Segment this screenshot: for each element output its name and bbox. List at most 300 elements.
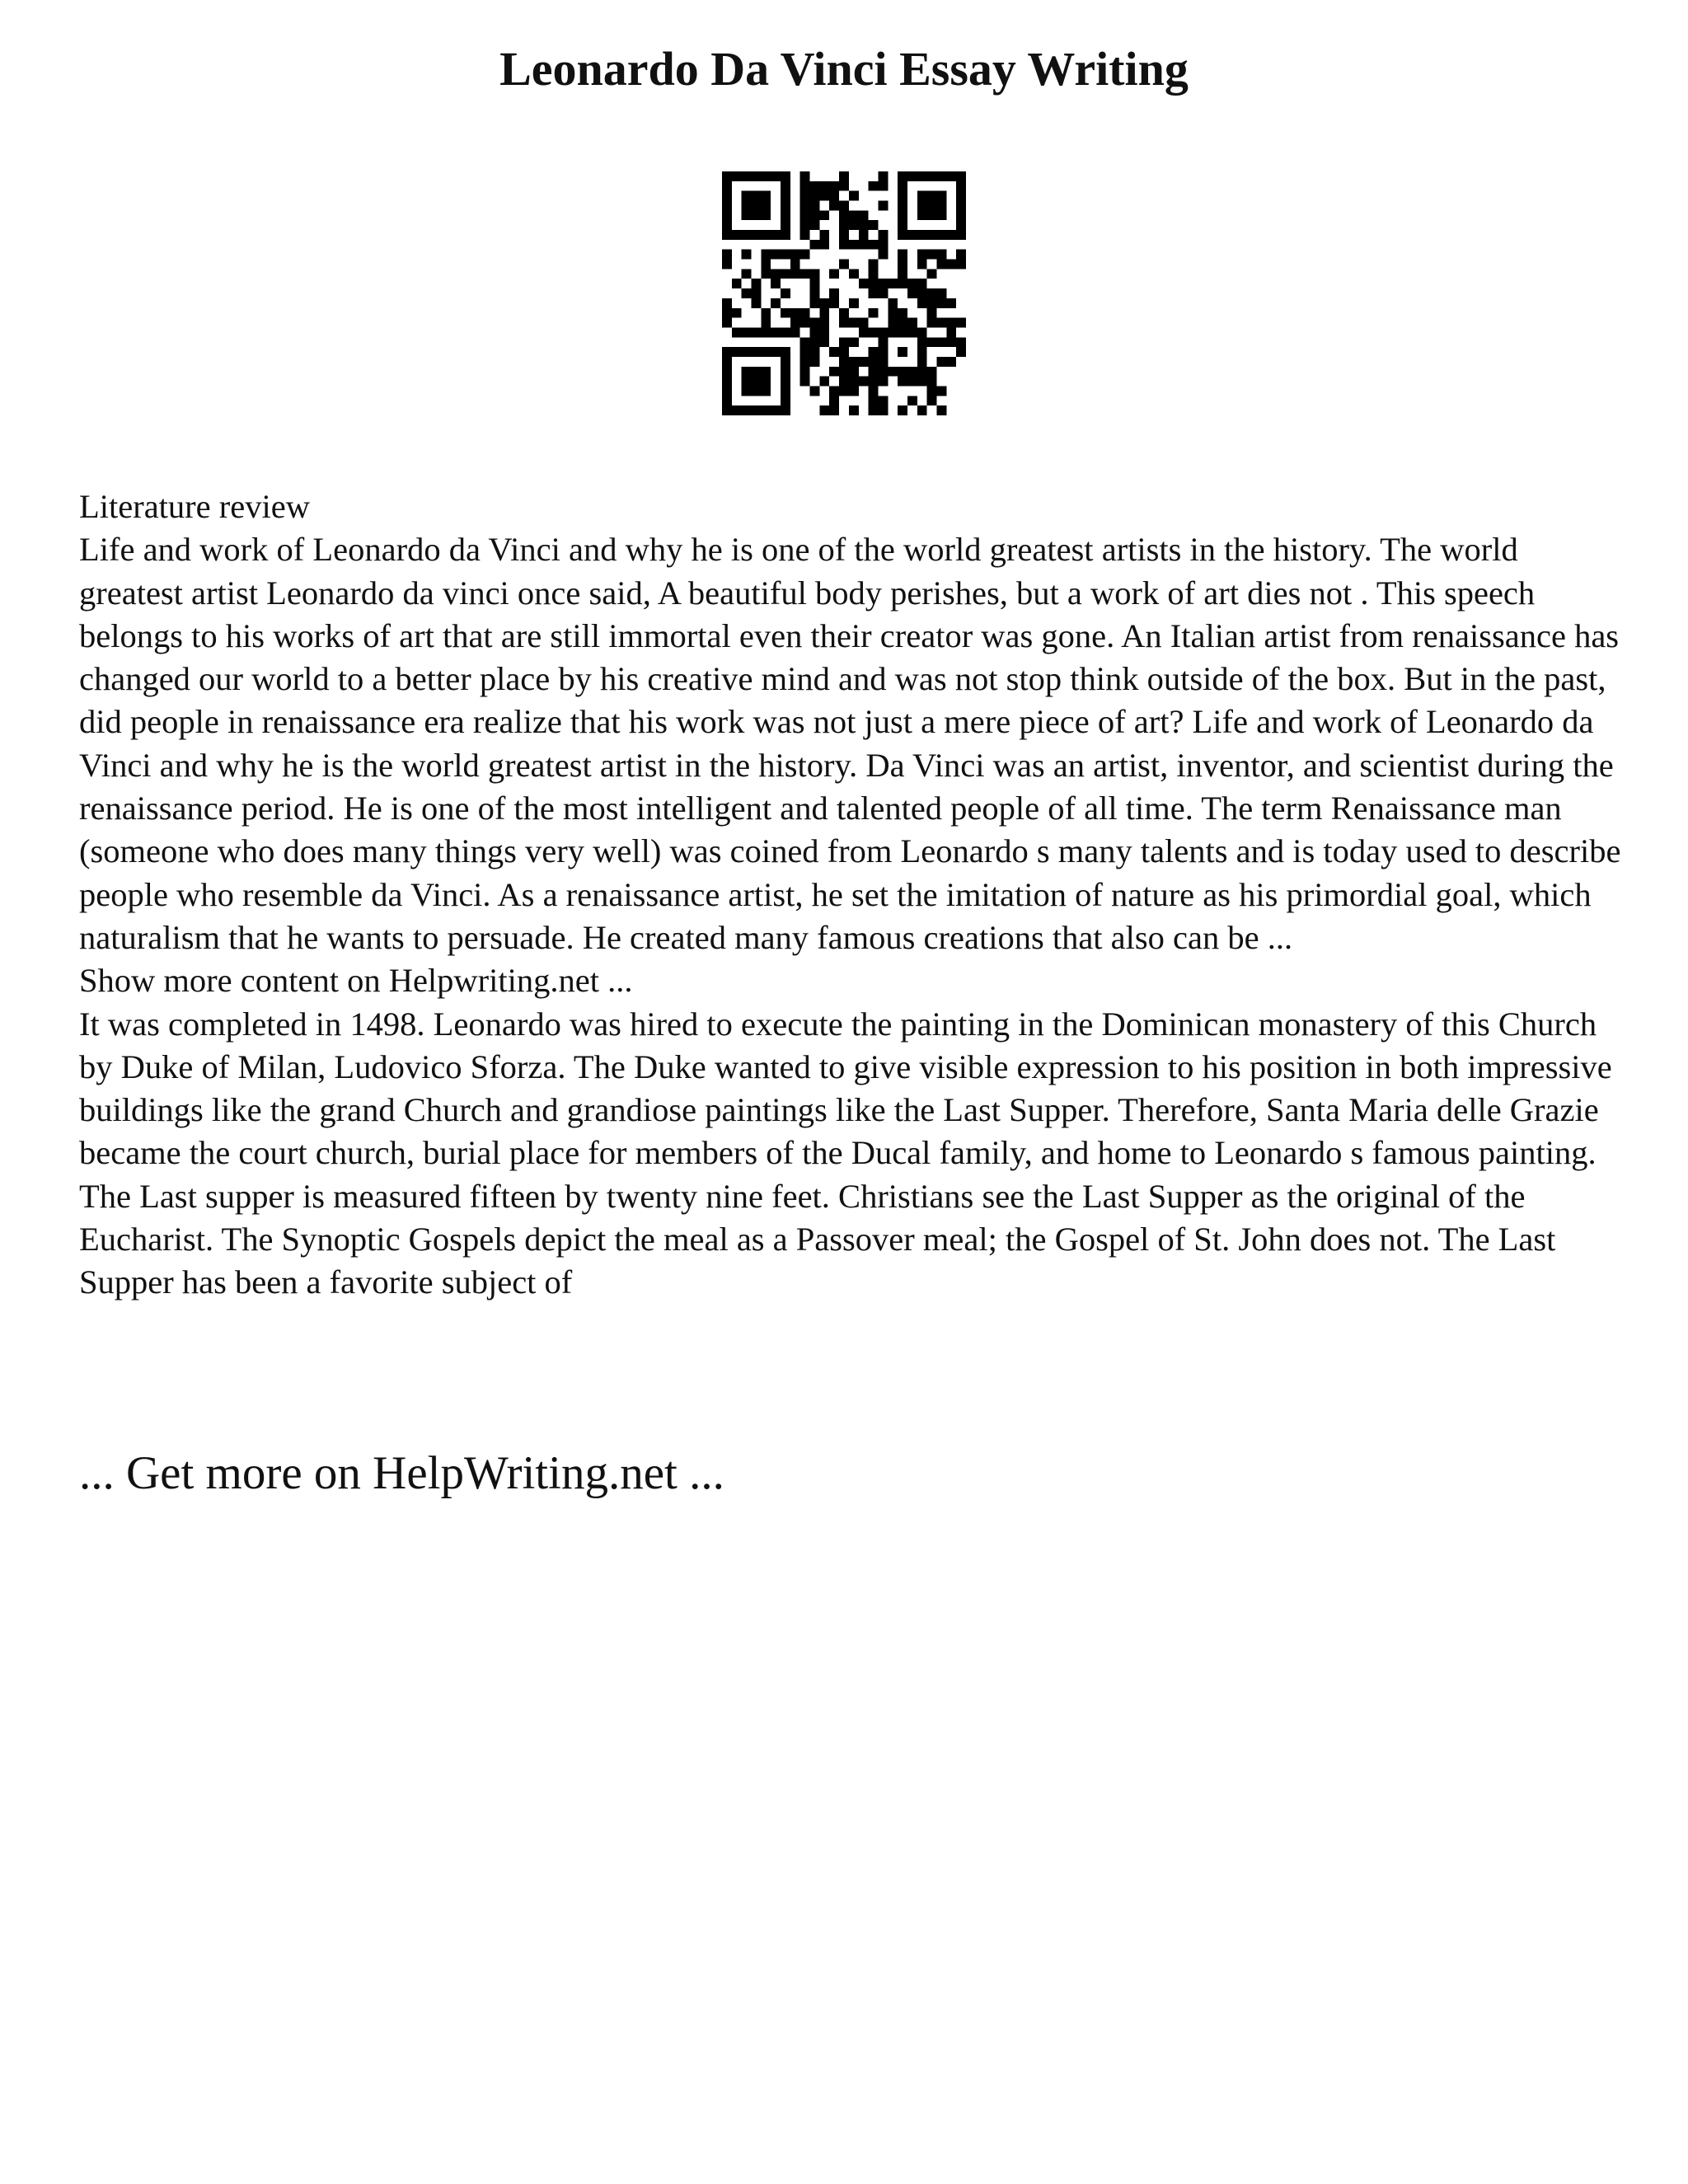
qr-module [859,327,869,337]
paragraph-1: Life and work of Leonardo da Vinci and why he is one of the world greatest artists in the history. The world greatest artist Leonardo da vinci once said, A beautiful body perishes, but a work of art dies not . This speech belongs to his works of art that are still immortal even their creator was gone. An Italian artist from renaissance has changed our world to a better place by his creative mind and was not stop think outside of the box. But in the past, did people in renaissance era realize that his work was not just a mere piece of art? Life and work of Leonardo da Vinci and why he is the world greatest artist in the history. Da Vinci was an artist, inventor, and scientist during the renaissance period. He is one of the most intelligent and talented people of all time. The term Renaissance man (someone who does many things very well) was coined from Leonardo s many talents and is today used to describe people who resemble da Vinci. As a renaissance artist, he set the imitation of nature as his primordial goal, which naturalism that he wants to persuade. He created many famous creations that also can be ... [79,531,1621,956]
qr-module [732,171,742,181]
qr-module [907,279,917,288]
qr-module [956,337,966,347]
qr-module [927,171,937,181]
qr-module [888,279,898,288]
qr-module [761,318,771,328]
qr-module [956,210,966,220]
qr-module [869,386,879,396]
qr-module [752,298,762,308]
qr-module [829,347,839,357]
qr-module [849,367,859,377]
qr-module [761,377,771,387]
qr-module [839,201,849,211]
qr-module [936,357,946,367]
qr-module [839,357,849,367]
qr-module [722,396,732,405]
qr-module [819,191,829,201]
qr-module [849,298,859,308]
qr-module [819,230,829,240]
qr-module [898,405,907,415]
qr-module [800,181,810,191]
qr-module [829,396,839,405]
qr-module [771,347,781,357]
qr-module [946,298,956,308]
qr-module [839,260,849,269]
qr-module [907,288,917,298]
qr-module [849,318,859,328]
qr-module [956,347,966,357]
qr-module [839,171,849,181]
qr-module [722,250,732,260]
qr-module [722,260,732,269]
qr-module [956,260,966,269]
qr-module [936,210,946,220]
qr-module [800,367,810,377]
qr-module [898,377,907,387]
qr-module [761,327,771,337]
qr-module [810,279,820,288]
qr-module [898,191,907,201]
qr-module [917,357,927,367]
qr-module [917,230,927,240]
qr-module [819,210,829,220]
qr-module [781,191,790,201]
qr-module [946,230,956,240]
qr-module [742,210,752,220]
qr-module [839,220,849,230]
qr-module [839,347,849,357]
qr-module [917,250,927,260]
qr-module [927,288,937,298]
qr-module [800,269,810,279]
qr-module [849,191,859,201]
qr-module [800,347,810,357]
qr-module [819,308,829,318]
qr-module [752,347,762,357]
qr-module [771,230,781,240]
get-more-link[interactable]: ... Get more on HelpWriting.net ... [79,1447,724,1499]
qr-module [917,367,927,377]
qr-module [917,347,927,357]
qr-module [907,377,917,387]
qr-module [761,308,771,318]
qr-module [761,347,771,357]
qr-module [800,337,810,347]
qr-module [878,279,888,288]
qr-module [810,240,820,250]
qr-module [917,288,927,298]
qr-module [898,260,907,269]
show-more-link[interactable]: Show more content on Helpwriting.net ... [79,962,633,1000]
qr-module [956,201,966,211]
qr-module [771,171,781,181]
qr-module [800,357,810,367]
qr-module [898,230,907,240]
qr-module [781,347,790,357]
qr-module [859,318,869,328]
qr-module [859,377,869,387]
qr-module [732,405,742,415]
qr-module [761,250,771,260]
qr-module [946,171,956,181]
qr-module [936,250,946,260]
qr-module [839,367,849,377]
qr-module [732,308,742,318]
qr-module [927,250,937,260]
qr-module [810,181,820,191]
qr-module [800,210,810,220]
qr-module [927,230,937,240]
qr-module [810,386,820,396]
qr-module [810,318,820,328]
qr-module [898,220,907,230]
qr-module [936,191,946,201]
qr-module [917,279,927,288]
qr-module [946,337,956,347]
qr-module [810,298,820,308]
qr-module [878,250,888,260]
qr-module [752,377,762,387]
qr-module [859,279,869,288]
qr-module [742,327,752,337]
qr-module [781,377,790,387]
qr-module [907,318,917,328]
qr-module [907,367,917,377]
qr-module [781,327,790,337]
qr-module [898,308,907,318]
qr-module [878,201,888,211]
qr-module [917,298,927,308]
qr-module [878,396,888,405]
qr-module [917,337,927,347]
qr-module [752,386,762,396]
qr-module [927,377,937,387]
qr-module [761,191,771,201]
qr-module [927,191,937,201]
qr-module [819,327,829,337]
qr-module [742,230,752,240]
qr-module [722,210,732,220]
qr-module [859,240,869,250]
qr-module [898,279,907,288]
qr-module [869,260,879,269]
qr-module [927,337,937,347]
qr-module [732,279,742,288]
qr-module [810,191,820,201]
qr-module [936,386,946,396]
qr-module [917,405,927,415]
qr-module [849,337,859,347]
qr-module [722,201,732,211]
qr-module [722,191,732,201]
qr-module [722,220,732,230]
qr-module [898,171,907,181]
qr-module [869,377,879,387]
qr-module [781,201,790,211]
qr-module [898,269,907,279]
qr-module [771,269,781,279]
qr-module [752,405,762,415]
qr-module [781,367,790,377]
qr-module [936,318,946,328]
qr-module [956,220,966,230]
qr-module [936,230,946,240]
qr-module [878,327,888,337]
qr-module [859,210,869,220]
qr-module [917,201,927,211]
section-heading: Literature review [79,488,310,525]
qr-module [722,308,732,318]
qr-module [869,405,879,415]
qr-module [722,367,732,377]
qr-module [790,318,800,328]
qr-module [819,240,829,250]
qr-module [761,405,771,415]
qr-module [761,171,771,181]
qr-module [810,288,820,298]
qr-module [781,288,790,298]
qr-module [859,220,869,230]
qr-module [800,230,810,240]
qr-module [898,201,907,211]
qr-module [956,171,966,181]
qr-module [839,386,849,396]
qr-module [781,396,790,405]
qr-module [771,327,781,337]
qr-module [927,298,937,308]
qr-module [839,377,849,387]
qr-module [819,181,829,191]
qr-module [869,357,879,367]
qr-module [810,210,820,220]
qr-module [800,191,810,201]
qr-module [732,327,742,337]
qr-module [829,288,839,298]
qr-module [839,318,849,328]
qr-module [781,181,790,191]
qr-module [878,357,888,367]
qr-module [878,367,888,377]
qr-module [936,171,946,181]
qr-module [742,367,752,377]
qr-module [927,386,937,396]
qr-module [888,308,898,318]
qr-module [829,269,839,279]
qr-module [781,230,790,240]
qr-module [781,250,790,260]
qr-module [781,210,790,220]
qr-module [742,377,752,387]
qr-module [761,210,771,220]
qr-module [878,288,888,298]
qr-module [761,386,771,396]
qr-module [917,260,927,269]
qr-module [752,201,762,211]
qr-module [849,269,859,279]
qr-module [878,377,888,387]
qr-module [810,269,820,279]
qr-module [742,269,752,279]
qr-module [752,367,762,377]
qr-module [898,210,907,220]
qr-module [810,337,820,347]
qr-module [752,279,762,288]
qr-module [907,396,917,405]
qr-module [956,181,966,191]
qr-module [869,396,879,405]
qr-module [742,191,752,201]
qr-module [790,327,800,337]
qr-module [898,250,907,260]
qr-module [917,171,927,181]
qr-module [742,201,752,211]
qr-module [917,210,927,220]
qr-module [752,230,762,240]
qr-module [732,230,742,240]
qr-module [761,230,771,240]
qr-module [771,405,781,415]
qr-module [810,357,820,367]
qr-module [819,298,829,308]
qr-module [907,327,917,337]
qr-module [722,405,732,415]
qr-module [810,327,820,337]
qr-module [849,386,859,396]
qr-module [742,171,752,181]
qr-module [946,318,956,328]
qr-module [722,347,732,357]
qr-module [898,181,907,191]
qr-module [800,201,810,211]
qr-module [878,240,888,250]
qr-module [927,201,937,211]
qr-module [829,367,839,377]
paragraph-2: It was completed in 1498. Leonardo was hired to execute the painting in the Dominican monastery of this Church by Duke of Milan, Ludovico Sforza. The Duke wanted to give visible expression to his position in both impressive buildings like the grand Church and grandiose paintings like the Last Supper. Therefore, Santa Maria delle Grazie became the court church, burial place for members of the Ducal family, and home to Leonardo s famous painting. The Last supper is measured fifteen by twenty nine feet. Christians see the Last Supper as the original of the Eucharist. The Synoptic Gospels depict the meal as a Passover meal; the Gospel of St. John does not. The Last Supper has been a favorite subject of [79,1005,1612,1301]
qr-module [771,279,781,288]
qr-module [790,269,800,279]
qr-module [849,405,859,415]
qr-module [869,220,879,230]
qr-module [839,240,849,250]
qr-module [878,405,888,415]
qr-module [927,318,937,328]
qr-module [742,288,752,298]
qr-module [742,347,752,357]
qr-module [869,367,879,377]
qr-module [917,191,927,201]
essay-body [79,485,1629,1305]
qr-module [781,308,790,318]
qr-module [722,298,732,308]
qr-module [722,357,732,367]
qr-module [859,357,869,367]
qr-module [907,171,917,181]
qr-module [722,171,732,181]
qr-module [898,318,907,328]
qr-module [810,347,820,357]
qr-module [742,250,752,260]
qr-module [800,171,810,181]
qr-module [927,396,937,405]
qr-module [839,337,849,347]
qr-module [819,318,829,328]
qr-module [917,377,927,387]
qr-module [781,269,790,279]
qr-module [810,201,820,211]
qr-module [771,298,781,308]
qr-module [761,269,771,279]
qr-module [936,288,946,298]
qr-module [800,318,810,328]
qr-module [898,347,907,357]
qr-module [839,210,849,220]
qr-module [800,250,810,260]
qr-module [781,220,790,230]
qr-code-icon [722,171,966,415]
qr-module [898,367,907,377]
qr-module [829,298,839,308]
qr-module [742,405,752,415]
qr-module [888,327,898,337]
qr-module [849,377,859,387]
qr-module [878,347,888,357]
qr-module [771,250,781,260]
qr-module [936,260,946,269]
qr-module [722,377,732,387]
qr-module [761,260,771,269]
qr-module [878,171,888,181]
qr-module [888,367,898,377]
qr-module [956,318,966,328]
qr-module [839,230,849,240]
qr-module [761,201,771,211]
qr-module [752,191,762,201]
qr-module [800,377,810,387]
qr-module [878,230,888,240]
qr-module [849,220,859,230]
qr-module [732,347,742,357]
qr-module [810,220,820,230]
qr-module [800,308,810,318]
qr-module [829,386,839,396]
qr-module [722,181,732,191]
qr-module [839,181,849,191]
qr-module [829,405,839,415]
qr-module [927,210,937,220]
qr-module [829,181,839,191]
qr-module [819,337,829,347]
qr-module [781,405,790,415]
qr-module [869,269,879,279]
qr-module [752,327,762,337]
qr-module [878,181,888,191]
qr-module [956,250,966,260]
document-title: Leonardo Da Vinci Essay Writing [499,42,1189,96]
qr-module [752,288,762,298]
qr-module [849,357,859,367]
qr-module [800,220,810,230]
qr-module [956,230,966,240]
qr-module [790,260,800,269]
qr-module [927,367,937,377]
qr-module [946,357,956,367]
qr-module [946,260,956,269]
qr-module [752,171,762,181]
qr-module [869,347,879,357]
qr-module [790,308,800,318]
qr-module [927,269,937,279]
